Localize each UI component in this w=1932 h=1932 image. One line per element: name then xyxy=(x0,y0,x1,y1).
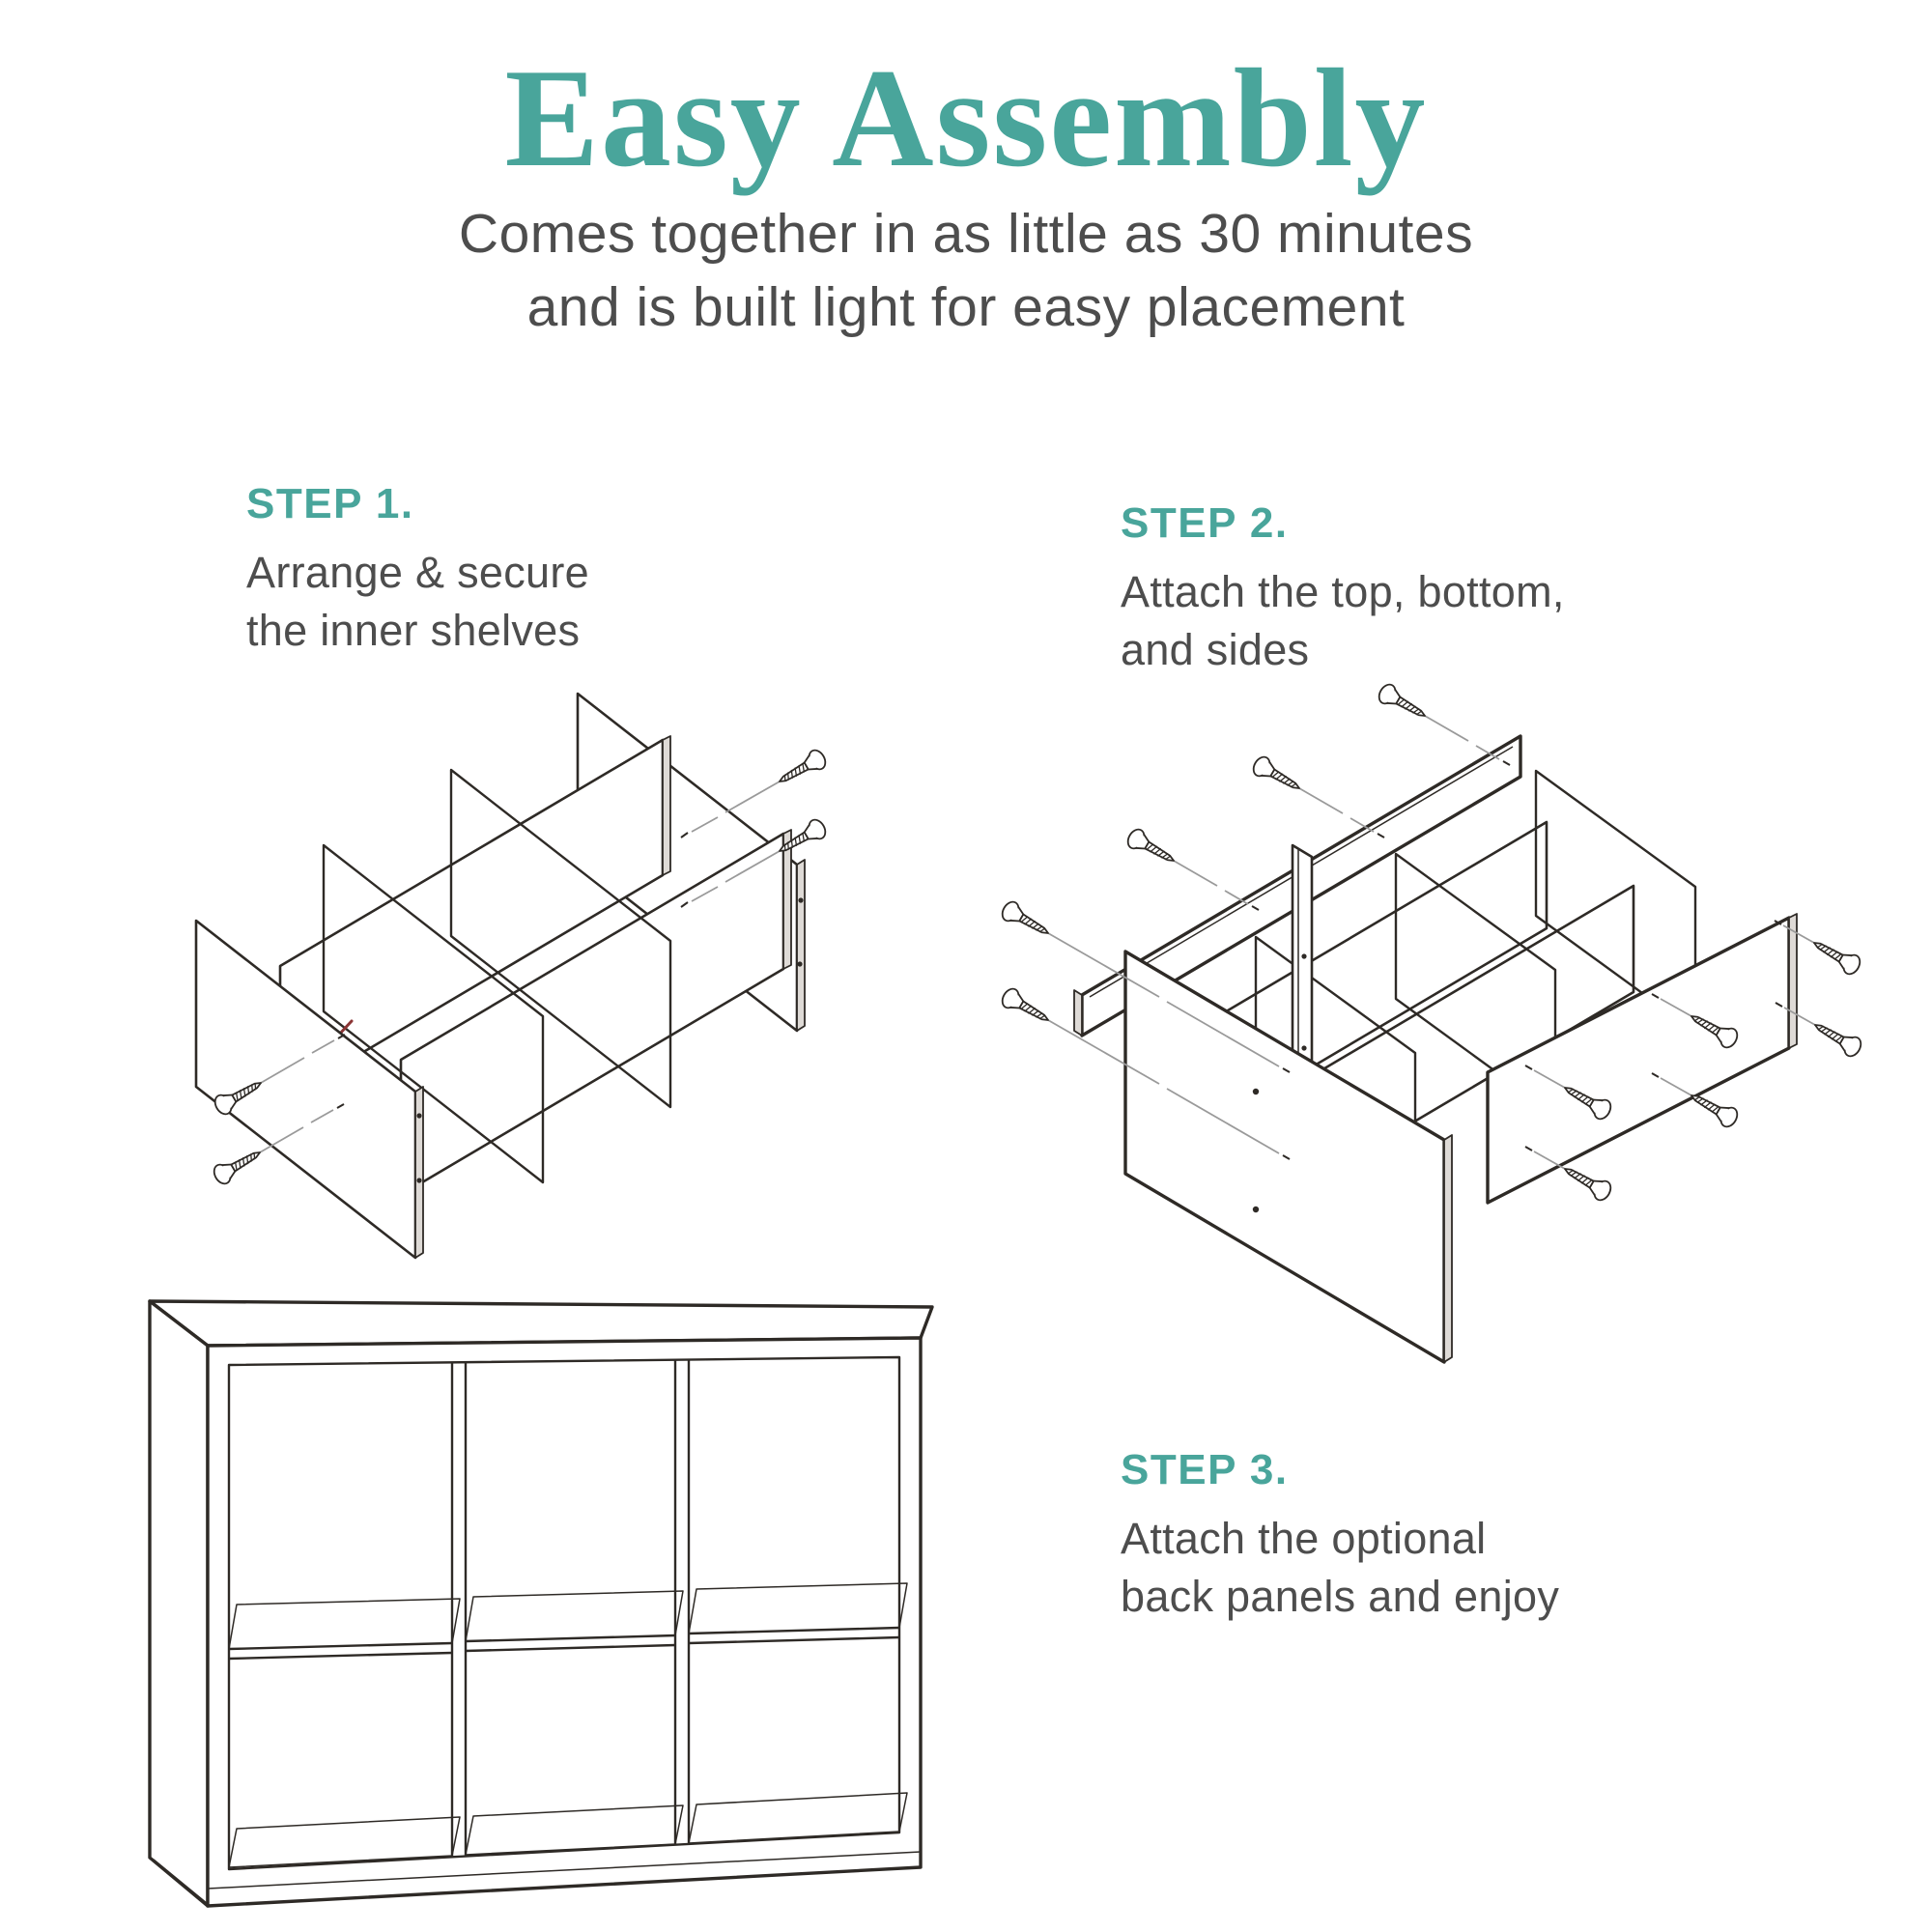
finished-six-cube-organizer-diagram xyxy=(111,1280,971,1927)
page-title: Easy Assembly xyxy=(504,40,1428,196)
step-1-text-block xyxy=(246,480,589,661)
step-1-description-line-1: Arrange & secure xyxy=(246,548,589,597)
exploded-frame-attachment-diagram xyxy=(966,618,1913,1372)
step-1-label: STEP 1. xyxy=(246,480,414,527)
step-3-description-line-2: back panels and enjoy xyxy=(1121,1572,1560,1622)
screw-with-guide xyxy=(1124,827,1259,910)
step-3-description-line-1: Attach the optional xyxy=(1121,1514,1487,1563)
page-subtitle xyxy=(0,198,1932,345)
step-3-label: STEP 3. xyxy=(1121,1446,1289,1493)
step-2-label: STEP 2. xyxy=(1121,499,1289,547)
exploded-inner-shelves-diagram xyxy=(135,676,889,1294)
step-3-text-block xyxy=(1121,1446,1559,1627)
step-1-description-line-2: the inner shelves xyxy=(246,606,581,656)
step-2-description-line-1: Attach the top, bottom, xyxy=(1121,567,1565,616)
step-2-description-line-2: and sides xyxy=(1121,625,1310,675)
subtitle-line-2: and is built light for easy placement xyxy=(526,275,1406,338)
screw-with-guide xyxy=(1250,754,1384,838)
subtitle-line-1: Comes together in as little as 30 minutes xyxy=(458,203,1474,265)
